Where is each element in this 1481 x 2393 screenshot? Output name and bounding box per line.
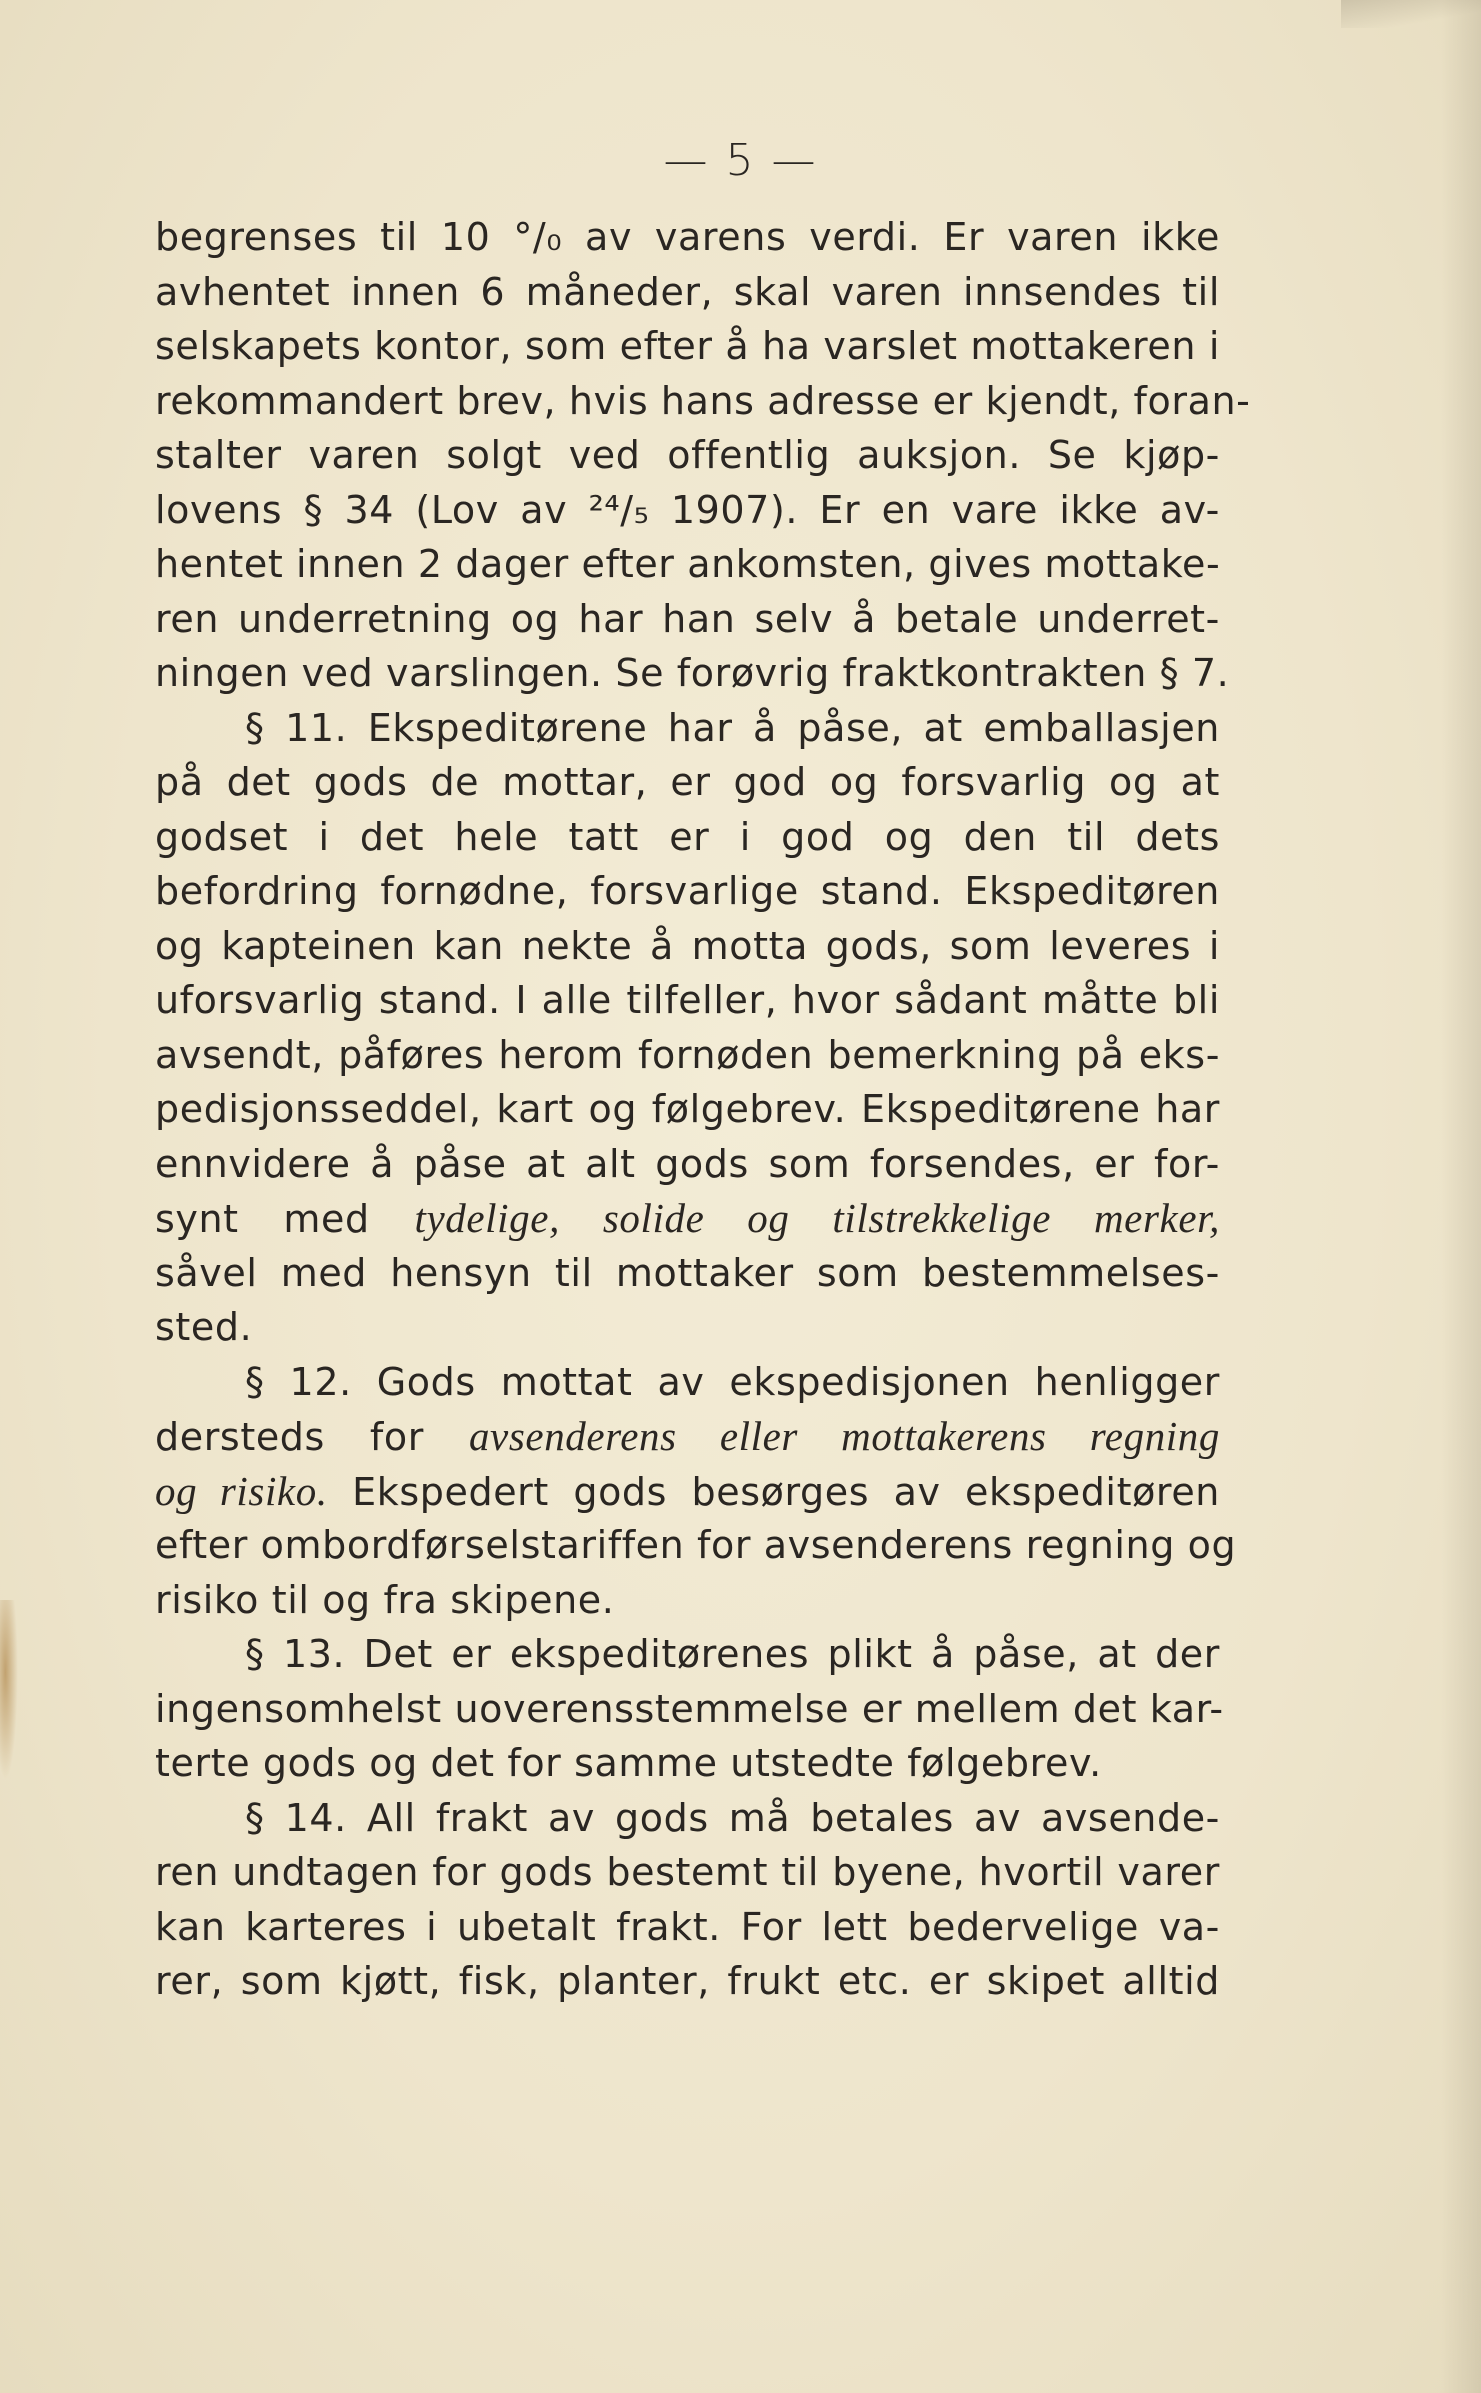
page-number: — 5 — [663,135,818,186]
text-line: og kapteinen kan nekte å motta gods, som leveres i [155,923,1220,968]
text-line: rer, som kjøtt, fisk, planter, frukt etc. er skipet alltid [155,1959,1220,2003]
page-corner-fold [1341,0,1481,28]
text-run: synt med [155,1197,415,1241]
text-line: selskapets kontor, som efter å ha varslet mottakeren i [155,324,1220,368]
text-line: ingensomhelst uoverensstemmelse er mellem det kar- [155,1686,1224,1731]
text-line: uforsvarlig stand. I alle tilfeller, hvor sådant måtte bli [155,978,1220,1022]
text-line: § 12. Gods mottat av ekspedisjonen henligger [245,1359,1220,1404]
text-line: på det gods de mottar, er god og forsvarlig og at [155,760,1220,804]
body-text [155,210,1251,2009]
text-line: § 14. All frakt av gods må betales av avsende- [245,1795,1220,1840]
page-edge-shadow [1441,0,1481,2393]
italic-text: tydelige, solide og tilstrekkelige merker, [414,1195,1220,1241]
text-line: ningen ved varslingen. Se forøvrig fraktkontrakten § 7. [155,651,1230,695]
text-line [155,1464,1220,1519]
text-line: begrenses til 10 °/₀ av varens verdi. Er varen ikke [155,215,1220,259]
text-line: efter ombordførselstariffen for avsenderens regning og [155,1523,1237,1567]
italic-text: avsenderens eller mottakerens regning [468,1413,1220,1459]
text-line: lovens § 34 (Lov av ²⁴/₅ 1907). Er en vare ikke av- [155,487,1220,532]
text-line: ren undtagen for gods bestemt til byene, hvortil varer [155,1850,1220,1894]
text-line: § 11. Ekspeditørene har å påse, at emballasjen [245,705,1220,750]
text-line: avhentet innen 6 måneder, skal varen innsendes til [155,269,1220,314]
text-line: terte gods og det for samme utstedte følgebrev. [155,1741,1102,1785]
text-line: ennvidere å påse at alt gods som forsendes, er for- [155,1141,1220,1186]
text-line: godset i det hele tatt er i god og den til dets [155,814,1220,859]
text-line: avsendt, påføres herom fornøden bemerkning på eks- [155,1032,1220,1077]
text-line: hentet innen 2 dager efter ankomsten, gives mottake- [155,542,1221,586]
text-line: rekommandert brev, hvis hans adresse er kjendt, foran- [155,378,1251,423]
paper-stain [0,1600,18,1780]
text-line: pedisjonsseddel, kart og følgebrev. Ekspeditørene har [155,1087,1220,1131]
text-line: såvel med hensyn til mottaker som bestemmelses- [155,1250,1220,1295]
text-run: Ekspedert gods besørges av ekspeditøren [327,1469,1220,1514]
text-line: ren underretning og har han selv å betale underret- [155,596,1220,641]
text-line: sted. [155,1305,253,1349]
text-line: § 13. Det er ekspeditørenes plikt å påse, at der [245,1632,1220,1676]
text-line: befordring fornødne, forsvarlige stand. Ekspeditøren [155,869,1220,913]
text-line: kan karteres i ubetalt frakt. For lett bedervelige va- [155,1904,1220,1949]
text-line: stalter varen solgt ved offentlig auksjon. Se kjøp- [155,433,1220,477]
text-line: risiko til og fra skipene. [155,1577,615,1622]
text-line [155,1409,1220,1464]
text-line [155,1191,1220,1246]
italic-text: og risiko. [155,1467,328,1514]
text-run: dersteds for [155,1415,469,1459]
